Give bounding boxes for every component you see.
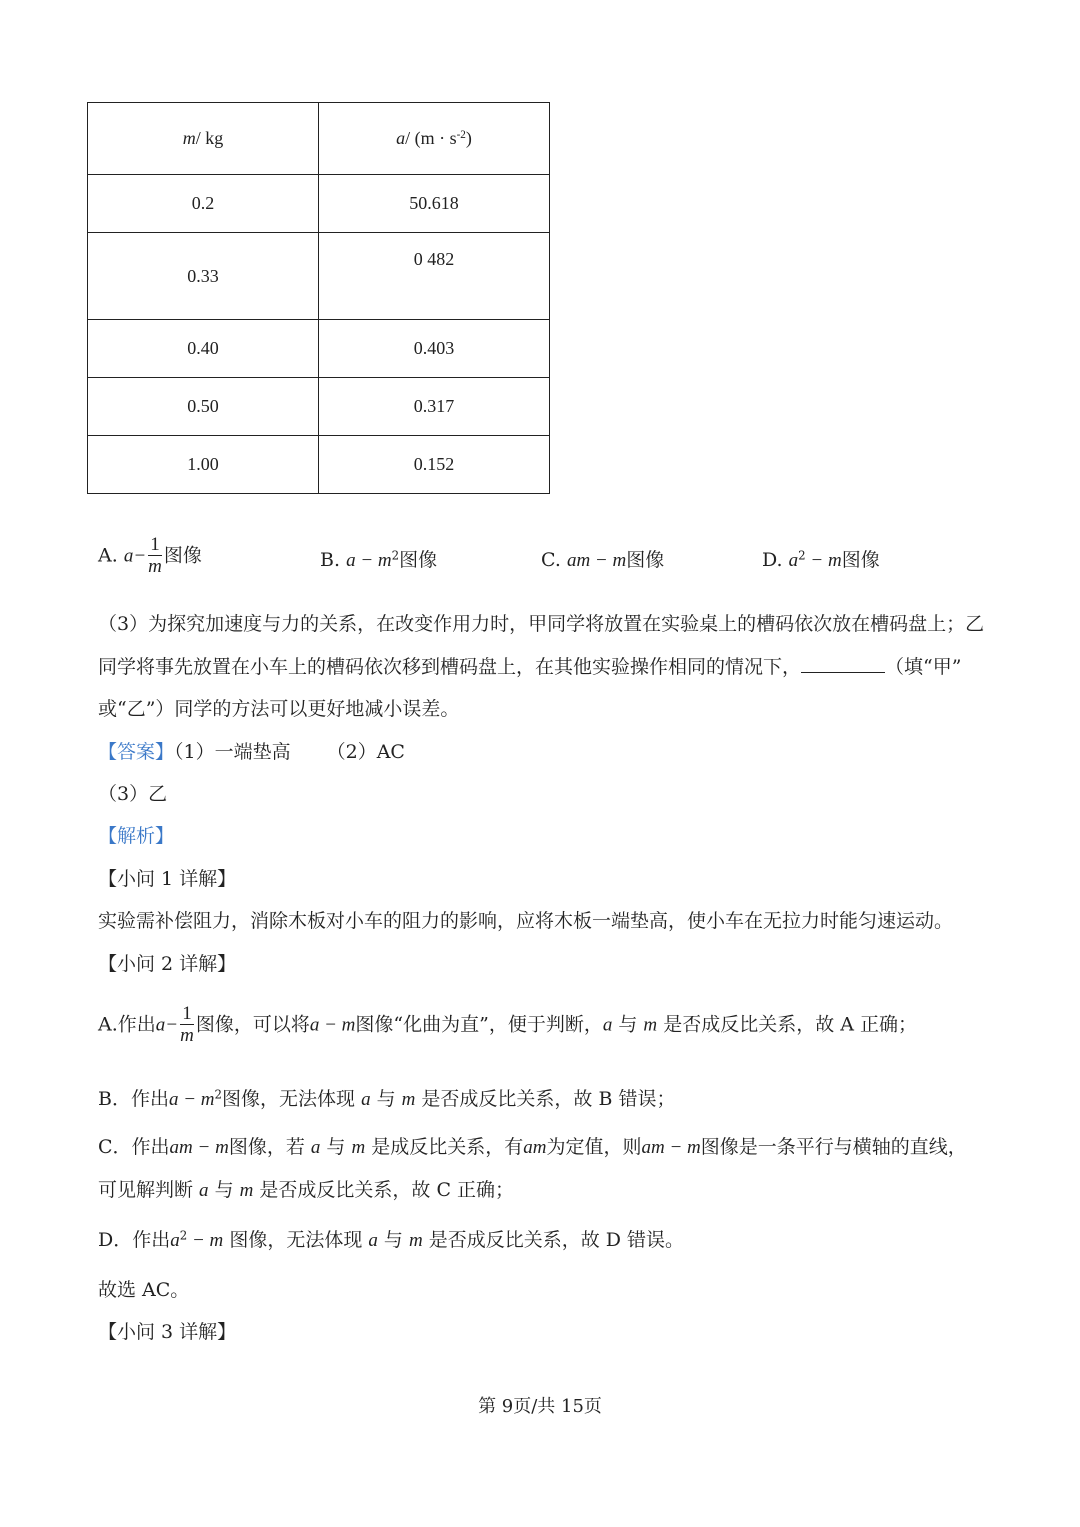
answer-line <box>98 740 405 764</box>
fraction-denominator: m <box>180 1025 194 1046</box>
q2-option-d <box>98 1228 684 1253</box>
option-b-suffix: 图像 <box>399 549 438 571</box>
q2-c-rest2: 是成反比关系，有 <box>365 1136 524 1158</box>
q2-b-rest3: 是否成反比关系，故 B 错误； <box>415 1088 676 1110</box>
option-a-label: A. <box>98 544 118 567</box>
cell-a <box>319 233 550 320</box>
option-d-exp: 2 <box>798 548 806 563</box>
q2-d-var-a: a <box>368 1230 378 1251</box>
q2-c-rest4: 图像是一条平行与横轴的直线， <box>700 1136 967 1158</box>
header-a-unit-close: ) <box>465 128 472 148</box>
q2-b-var-m: m <box>401 1089 416 1110</box>
option-a <box>98 535 202 578</box>
option-d-expr-rest: − m <box>805 550 842 571</box>
q2-a-var-m: m <box>643 1014 658 1036</box>
q2-b-exp: 2 <box>214 1087 223 1102</box>
header-a <box>319 103 550 175</box>
table-header-row <box>88 103 550 175</box>
cell-a: 50.618 <box>319 175 550 233</box>
fraction-denominator: m <box>148 556 162 577</box>
q2-d-prefix: D．作出 <box>98 1229 171 1251</box>
q2-option-c-line2 <box>98 1178 514 1203</box>
option-d <box>762 548 880 573</box>
cell-a: 0.152 <box>319 436 550 494</box>
cell-m: 0.40 <box>88 320 319 378</box>
q2-d-expr-rest: − m <box>187 1230 224 1251</box>
q2-a-expr: a− <box>155 1014 179 1036</box>
cell-a: 0.317 <box>319 378 550 436</box>
q2-title: 【小问 2 详解】 <box>98 953 237 975</box>
answer-part2: （2）AC <box>326 741 405 763</box>
option-c-expr: am − m <box>566 550 627 571</box>
q2-d-exp: 2 <box>179 1228 188 1243</box>
q2-a-var-a: a <box>602 1014 613 1036</box>
option-d-label: D. <box>762 549 783 571</box>
option-d-expr-a: a <box>788 550 799 571</box>
answer-part3: （3）乙 <box>98 783 168 805</box>
q2-c-line2-mid: 与 <box>208 1179 240 1201</box>
q2-c-line2-rest: 是否成反比关系，故 C 正确； <box>253 1179 515 1201</box>
data-table <box>87 102 550 494</box>
q2-a-rest3: 是否成反比关系，故 A 正确； <box>657 1013 917 1036</box>
q2-c-expr3: am − m <box>641 1137 701 1158</box>
question3-line2-before: 同学将事先放置在小车上的槽码依次移到槽码盘上，在其他实验操作相同的情况下， <box>98 656 802 678</box>
cell-m: 0.50 <box>88 378 319 436</box>
q1-text: 实验需补偿阻力，消除木板对小车的阻力的影响，应将木板一端垫高，使小车在无拉力时能匀速运动。 <box>98 910 954 932</box>
q2-d-mid: 图像，无法体现 <box>223 1229 369 1251</box>
table-row <box>88 233 550 320</box>
table-row <box>88 436 550 494</box>
q2-c-prefix: C．作出 <box>98 1136 170 1158</box>
q2-conclusion: 故选 AC。 <box>98 1279 190 1301</box>
header-a-unit: / (m · s <box>405 128 457 148</box>
header-m-unit: / kg <box>195 128 224 148</box>
page-number: 第 9页/共 15页 <box>478 1396 602 1417</box>
table-row <box>88 378 550 436</box>
q2-a-mid: 图像，可以将 <box>195 1013 310 1036</box>
cell-a: 0.403 <box>319 320 550 378</box>
q2-d-rest3: 是否成反比关系，故 D 错误。 <box>422 1229 685 1251</box>
option-b-expr: a − m <box>346 550 392 571</box>
q2-d-rest2: 与 <box>377 1229 409 1251</box>
q2-option-a <box>98 1004 917 1047</box>
option-b-label: B. <box>320 549 341 571</box>
q2-c-line2-prefix: 可见解判断 <box>98 1179 200 1201</box>
option-a-fraction <box>148 535 162 578</box>
q2-c-var-m: m <box>351 1137 366 1158</box>
q2-c-rest3: 为定值，则 <box>546 1136 642 1158</box>
fraction-numerator: 1 <box>148 535 162 556</box>
q3-title: 【小问 3 详解】 <box>98 1321 237 1343</box>
option-c <box>541 548 664 573</box>
q2-b-mid: 图像，无法体现 <box>222 1088 362 1110</box>
option-c-label: C. <box>541 549 561 571</box>
option-c-suffix: 图像 <box>626 549 665 571</box>
q2-c-var-a: a <box>310 1137 321 1158</box>
table-row <box>88 320 550 378</box>
q2-c-expr2: am <box>523 1137 547 1158</box>
analysis-label: 【解析】 <box>98 825 175 847</box>
option-d-suffix: 图像 <box>841 549 880 571</box>
option-b-exp: 2 <box>391 548 400 563</box>
q2-b-rest2: 与 <box>370 1088 402 1110</box>
table-row <box>88 175 550 233</box>
header-a-var: a <box>396 128 406 148</box>
q2-c-rest1: 与 <box>320 1136 352 1158</box>
q2-a-expr2: a − m <box>309 1014 356 1036</box>
answer-label: 【答案】 <box>98 741 175 763</box>
cell-m: 0.33 <box>88 233 319 320</box>
cell-m: 0.2 <box>88 175 319 233</box>
option-b <box>320 548 437 573</box>
option-a-suffix: 图像 <box>163 544 202 567</box>
q2-b-expr: a − m <box>168 1089 215 1110</box>
q2-c-line2-m: m <box>239 1180 254 1201</box>
q2-b-prefix: B．作出 <box>98 1088 169 1110</box>
q2-d-var-m: m <box>408 1230 423 1251</box>
header-m-var: m <box>182 128 196 148</box>
q2-c-mid: 图像，若 <box>228 1136 311 1158</box>
cell-a-value: 0 482 <box>413 249 455 269</box>
answer-part1: （1）一端垫高 <box>174 741 291 763</box>
header-m <box>88 103 319 175</box>
q2-c-expr: am − m <box>169 1137 229 1158</box>
q2-option-c <box>98 1135 967 1160</box>
q2-b-var-a: a <box>361 1089 371 1110</box>
question3-line3: 或“乙”）同学的方法可以更好地减小误差。 <box>98 698 460 720</box>
header-a-unit-exp: -2 <box>456 128 466 141</box>
q2-a-prefix: A.作出 <box>98 1013 156 1036</box>
q2-c-line2-a: a <box>199 1180 209 1201</box>
question3-line1: （3）为探究加速度与力的关系，在改变作用力时，甲同学将放置在实验桌上的槽码依次放在槽码盘上；乙 <box>98 613 985 635</box>
q2-a-fraction <box>180 1004 194 1047</box>
q2-a-rest2: 与 <box>612 1013 644 1036</box>
fraction-numerator: 1 <box>180 1004 194 1025</box>
q1-title: 【小问 1 详解】 <box>98 868 237 890</box>
option-a-expr: a− <box>123 545 147 567</box>
cell-m: 1.00 <box>88 436 319 494</box>
q2-d-expr-a: a <box>170 1230 180 1251</box>
q2-a-rest1: 图像“化曲为直”，便于判断， <box>355 1013 603 1036</box>
question3-line2 <box>98 654 961 679</box>
question3-line2-after: （填“甲” <box>885 656 962 678</box>
q2-option-b <box>98 1087 675 1112</box>
answer-blank <box>801 654 885 673</box>
